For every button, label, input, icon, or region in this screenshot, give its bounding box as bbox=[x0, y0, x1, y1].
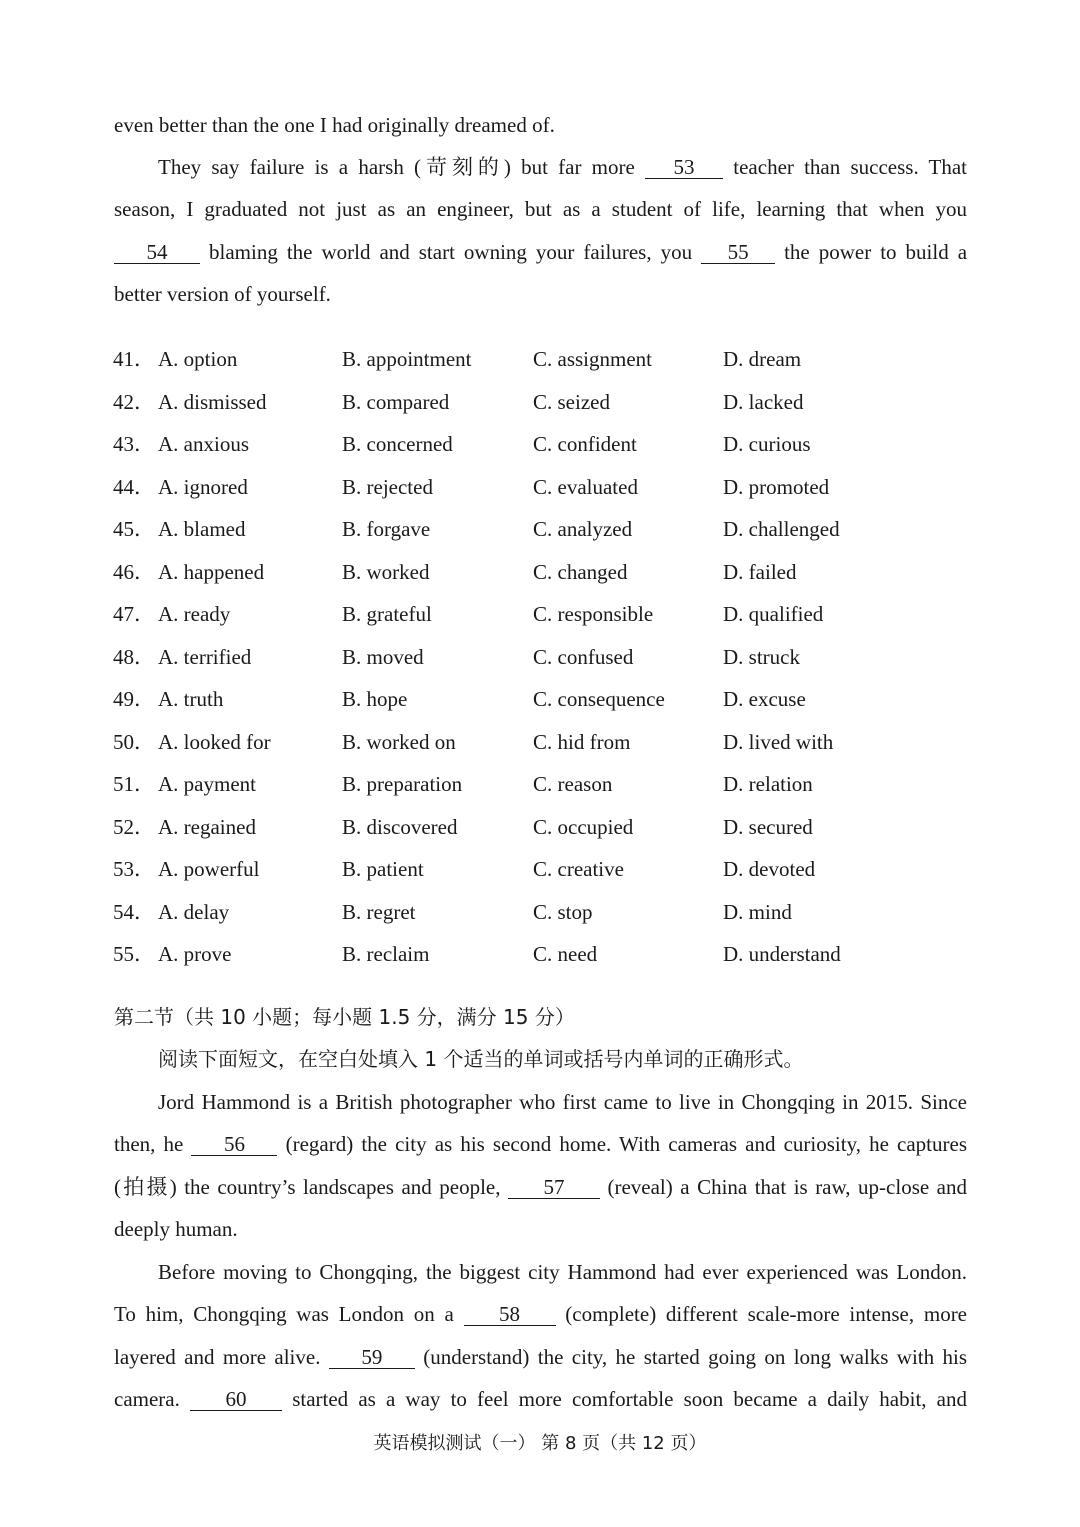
question-number: 48． bbox=[113, 644, 155, 669]
option-b[interactable]: B. concerned bbox=[342, 432, 453, 456]
option-b[interactable]: B. preparation bbox=[342, 772, 463, 796]
passage-line: (拍摄) the country’s landscapes and people, 57 (reveal) a China that is raw, up-close and bbox=[114, 1175, 968, 1199]
blank-54[interactable]: 54 bbox=[114, 241, 200, 264]
option-d[interactable]: D. challenged bbox=[723, 517, 840, 541]
option-row bbox=[0, 814, 1080, 842]
option-row bbox=[0, 856, 1080, 884]
option-c[interactable]: C. reason bbox=[533, 772, 613, 796]
option-row bbox=[0, 389, 1080, 417]
option-c[interactable]: C. confused bbox=[533, 644, 634, 669]
passage-line: To him, Chongqing was London on a 58 (complete) different scale-more intense, more bbox=[114, 1302, 968, 1326]
option-c[interactable]: C. analyzed bbox=[533, 517, 633, 541]
option-row bbox=[0, 601, 1080, 629]
option-b[interactable]: B. reclaim bbox=[342, 942, 430, 966]
option-row bbox=[0, 941, 1080, 969]
option-d[interactable]: D. qualified bbox=[723, 602, 824, 626]
blank-58[interactable]: 58 bbox=[464, 1303, 556, 1326]
option-c[interactable]: C. stop bbox=[533, 899, 593, 924]
option-b[interactable]: B. appointment bbox=[342, 347, 472, 371]
passage-line: season, I graduated not just as an engineer, but as a student of life, learning that when you bbox=[114, 197, 967, 221]
question-number: 44． bbox=[113, 474, 155, 499]
page-footer: 英语模拟测试（一） 第 8 页（共 12 页） bbox=[373, 1433, 707, 1454]
blank-55[interactable]: 55 bbox=[701, 241, 775, 264]
option-c[interactable]: C. consequence bbox=[533, 687, 665, 711]
option-b[interactable]: B. moved bbox=[342, 644, 424, 669]
blank-57[interactable]: 57 bbox=[508, 1176, 600, 1199]
option-a[interactable]: A. ignored bbox=[158, 474, 248, 499]
option-d[interactable]: D. lived with bbox=[723, 729, 834, 754]
question-number: 52． bbox=[113, 814, 155, 839]
section-heading: 第二节（共 10 小题；每小题 1.5 分，满分 15 分） bbox=[114, 1005, 575, 1029]
option-a[interactable]: A. ready bbox=[158, 602, 231, 626]
question-number: 46． bbox=[113, 559, 155, 584]
option-d[interactable]: D. secured bbox=[723, 814, 813, 839]
passage-line: Jord Hammond is a British photographer who first came to live in Chongqing in 2015. Since bbox=[158, 1090, 967, 1114]
option-d[interactable]: D. failed bbox=[723, 559, 797, 584]
option-b[interactable]: B. rejected bbox=[342, 474, 433, 499]
option-d[interactable]: D. understand bbox=[723, 942, 841, 966]
option-c[interactable]: C. seized bbox=[533, 389, 610, 414]
option-row bbox=[0, 686, 1080, 714]
option-a[interactable]: A. dismissed bbox=[158, 389, 267, 414]
option-c[interactable]: C. changed bbox=[533, 559, 628, 584]
option-row bbox=[0, 644, 1080, 672]
option-a[interactable]: A. terrified bbox=[158, 644, 252, 669]
option-c[interactable]: C. hid from bbox=[533, 729, 631, 754]
question-number: 47． bbox=[113, 602, 155, 626]
option-a[interactable]: A. truth bbox=[158, 687, 224, 711]
option-row bbox=[0, 516, 1080, 544]
option-a[interactable]: A. prove bbox=[158, 942, 232, 966]
option-d[interactable]: D. relation bbox=[723, 772, 813, 796]
passage-line: They say failure is a harsh (苛刻的) but far more 53 teacher than success. That bbox=[158, 155, 968, 179]
option-a[interactable]: A. delay bbox=[158, 899, 230, 924]
question-number: 45． bbox=[113, 517, 155, 541]
option-a[interactable]: A. payment bbox=[158, 772, 256, 796]
option-a[interactable]: A. option bbox=[158, 347, 238, 371]
question-number: 50． bbox=[113, 729, 155, 754]
option-c[interactable]: C. occupied bbox=[533, 814, 634, 839]
passage-line: deeply human. bbox=[114, 1217, 238, 1241]
option-b[interactable]: B. grateful bbox=[342, 602, 432, 626]
question-number: 41． bbox=[113, 347, 155, 371]
option-b[interactable]: B. worked bbox=[342, 559, 430, 584]
option-b[interactable]: B. forgave bbox=[342, 517, 431, 541]
option-d[interactable]: D. lacked bbox=[723, 389, 804, 414]
passage-line: even better than the one I had originally dreamed of. bbox=[114, 113, 555, 137]
option-d[interactable]: D. devoted bbox=[723, 857, 816, 881]
question-number: 43． bbox=[113, 432, 155, 456]
option-row bbox=[0, 559, 1080, 587]
option-b[interactable]: B. patient bbox=[342, 857, 424, 881]
section-instruction: 阅读下面短文，在空白处填入 1 个适当的单词或括号内单词的正确形式。 bbox=[158, 1047, 804, 1071]
option-d[interactable]: D. promoted bbox=[723, 474, 830, 499]
passage-line: Before moving to Chongqing, the biggest city Hammond had ever experienced was London. bbox=[158, 1260, 967, 1284]
option-row bbox=[0, 729, 1080, 757]
option-b[interactable]: B. discovered bbox=[342, 814, 458, 839]
option-a[interactable]: A. happened bbox=[158, 559, 265, 584]
option-d[interactable]: D. mind bbox=[723, 899, 792, 924]
option-d[interactable]: D. dream bbox=[723, 347, 802, 371]
option-row bbox=[0, 899, 1080, 927]
option-row bbox=[0, 474, 1080, 502]
passage-line: then, he 56 (regard) the city as his second home. With cameras and curiosity, he captures bbox=[114, 1132, 968, 1156]
option-c[interactable]: C. evaluated bbox=[533, 474, 638, 499]
passage-line: layered and more alive. 59 (understand) the city, he started going on long walks with his bbox=[114, 1345, 968, 1369]
option-d[interactable]: D. excuse bbox=[723, 687, 806, 711]
option-c[interactable]: C. confident bbox=[533, 432, 637, 456]
blank-60[interactable]: 60 bbox=[190, 1388, 282, 1411]
option-d[interactable]: D. curious bbox=[723, 432, 811, 456]
option-a[interactable]: A. looked for bbox=[158, 729, 271, 754]
option-a[interactable]: A. powerful bbox=[158, 857, 260, 881]
option-b[interactable]: B. regret bbox=[342, 899, 416, 924]
passage-line: 54 blaming the world and start owning your failures, you 55 the power to build a bbox=[114, 239, 967, 265]
option-row bbox=[0, 771, 1080, 799]
passage-line: better version of yourself. bbox=[114, 282, 331, 306]
question-number: 49． bbox=[113, 687, 155, 711]
option-c[interactable]: C. creative bbox=[533, 857, 624, 881]
blank-53[interactable]: 53 bbox=[645, 156, 723, 179]
option-b[interactable]: B. compared bbox=[342, 389, 450, 414]
passage-line: camera. 60 started as a way to feel more comfortable soon became a daily habit, and bbox=[114, 1387, 968, 1411]
blank-59[interactable]: 59 bbox=[329, 1346, 415, 1369]
option-row bbox=[0, 431, 1080, 459]
option-c[interactable]: C. assignment bbox=[533, 347, 652, 371]
option-c[interactable]: C. need bbox=[533, 942, 598, 966]
option-d[interactable]: D. struck bbox=[723, 644, 800, 669]
question-number: 54． bbox=[113, 899, 155, 924]
option-c[interactable]: C. responsible bbox=[533, 602, 654, 626]
option-b[interactable]: B. worked on bbox=[342, 729, 456, 754]
option-a[interactable]: A. blamed bbox=[158, 517, 246, 541]
option-row bbox=[0, 346, 1080, 374]
option-b[interactable]: B. hope bbox=[342, 687, 408, 711]
question-number: 53． bbox=[113, 857, 155, 881]
option-a[interactable]: A. regained bbox=[158, 814, 256, 839]
option-a[interactable]: A. anxious bbox=[158, 432, 249, 456]
blank-56[interactable]: 56 bbox=[191, 1133, 277, 1156]
question-number: 51． bbox=[113, 772, 155, 796]
question-number: 55． bbox=[113, 942, 155, 966]
question-number: 42． bbox=[113, 389, 155, 414]
